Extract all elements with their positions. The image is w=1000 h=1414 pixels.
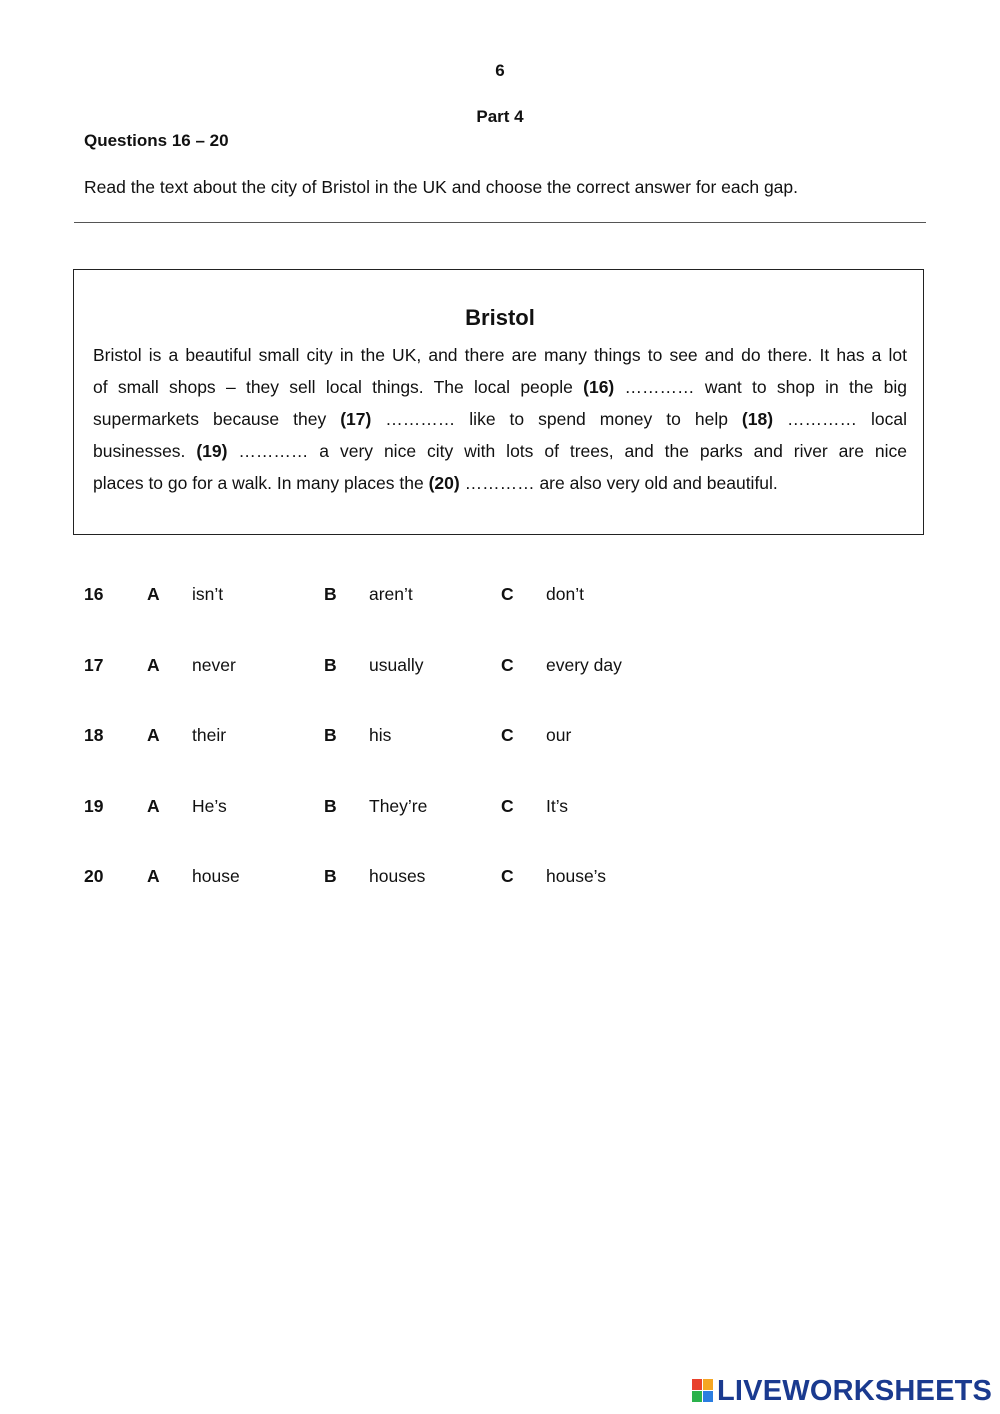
gap-number: (19) xyxy=(196,441,228,461)
logo-square xyxy=(703,1379,713,1390)
option-b[interactable]: houses xyxy=(369,866,426,886)
reading-passage xyxy=(93,339,907,499)
passage-text: businesses. xyxy=(93,441,197,461)
option-c[interactable]: don’t xyxy=(546,584,584,604)
option-letter-c: C xyxy=(501,584,514,604)
option-c[interactable]: It’s xyxy=(546,795,569,816)
logo-square xyxy=(692,1391,702,1402)
passage-text: ………… want to shop in the big xyxy=(614,377,907,397)
option-b[interactable]: his xyxy=(369,725,392,745)
question-number: 17 xyxy=(84,654,104,675)
question-number: 19 xyxy=(84,795,104,816)
option-letter-a: A xyxy=(147,584,160,604)
answer-options xyxy=(84,584,784,937)
option-letter-b: B xyxy=(324,654,337,675)
passage-text: ………… local xyxy=(773,409,908,429)
option-letter-a: A xyxy=(147,654,160,675)
option-c[interactable]: house’s xyxy=(546,866,607,886)
option-b[interactable]: They’re xyxy=(369,795,428,816)
option-a[interactable]: He’s xyxy=(192,795,227,816)
questions-heading: Questions 16 – 20 xyxy=(84,131,229,150)
option-letter-c: C xyxy=(501,725,514,745)
gap-number: (17) xyxy=(340,409,372,429)
option-letter-a: A xyxy=(147,866,160,886)
option-letter-c: C xyxy=(501,795,514,816)
passage-line xyxy=(93,467,907,499)
page-number: 6 xyxy=(495,61,505,80)
passage-text: ………… are also very old and beautiful. xyxy=(459,473,778,493)
passage-line xyxy=(93,371,907,403)
question-number: 16 xyxy=(84,584,104,604)
logo-square xyxy=(703,1391,713,1402)
option-a[interactable]: never xyxy=(192,654,236,675)
question-row-19 xyxy=(84,796,784,867)
passage-text: places to go for a walk. In many places the xyxy=(93,473,429,493)
logo-text: LIVEWORKSHEETS xyxy=(717,1374,993,1407)
option-a[interactable]: their xyxy=(192,725,227,745)
instruction-text: Read the text about the city of Bristol in the UK and choose the correct answer for each gap. xyxy=(84,177,799,197)
option-letter-c: C xyxy=(501,866,514,886)
question-number: 20 xyxy=(84,866,104,886)
part-title: Part 4 xyxy=(476,107,524,126)
liveworksheets-logo-icon xyxy=(692,1379,714,1403)
question-row-17 xyxy=(84,655,784,726)
option-letter-b: B xyxy=(324,584,337,604)
option-c[interactable]: our xyxy=(546,725,572,745)
option-letter-b: B xyxy=(324,725,337,745)
gap-number: (16) xyxy=(583,377,615,397)
option-letter-b: B xyxy=(324,866,337,886)
passage-line xyxy=(93,435,907,467)
passage-line xyxy=(93,403,907,435)
option-b[interactable]: aren’t xyxy=(369,584,413,604)
passage-text: ………… a very nice city with lots of trees, and the parks and river are nice xyxy=(227,441,908,461)
question-row-18 xyxy=(84,725,784,796)
liveworksheets-logo xyxy=(692,1374,992,1408)
passage-line xyxy=(93,339,907,371)
section-divider xyxy=(74,222,926,223)
gap-number: (20) xyxy=(428,473,460,493)
option-b[interactable]: usually xyxy=(369,654,424,675)
option-a[interactable]: isn’t xyxy=(192,584,224,604)
question-row-20 xyxy=(84,866,784,937)
passage-title: Bristol xyxy=(465,305,535,330)
option-letter-a: A xyxy=(147,725,160,745)
passage-text: supermarkets because they xyxy=(93,409,341,429)
option-c[interactable]: every day xyxy=(546,654,622,675)
passage-text: ………… like to spend money to help xyxy=(371,409,742,429)
option-letter-a: A xyxy=(147,795,160,816)
question-row-16 xyxy=(84,584,784,655)
passage-text: Bristol is a beautiful small city in the UK, and there are many things to see and do there. It has a lot xyxy=(93,345,907,365)
logo-square xyxy=(692,1379,702,1390)
option-letter-b: B xyxy=(324,795,337,816)
option-letter-c: C xyxy=(501,654,514,675)
passage-text: of small shops – they sell local things. The local people xyxy=(93,377,584,397)
gap-number: (18) xyxy=(741,409,774,429)
option-a[interactable]: house xyxy=(192,866,240,886)
question-number: 18 xyxy=(84,725,104,745)
